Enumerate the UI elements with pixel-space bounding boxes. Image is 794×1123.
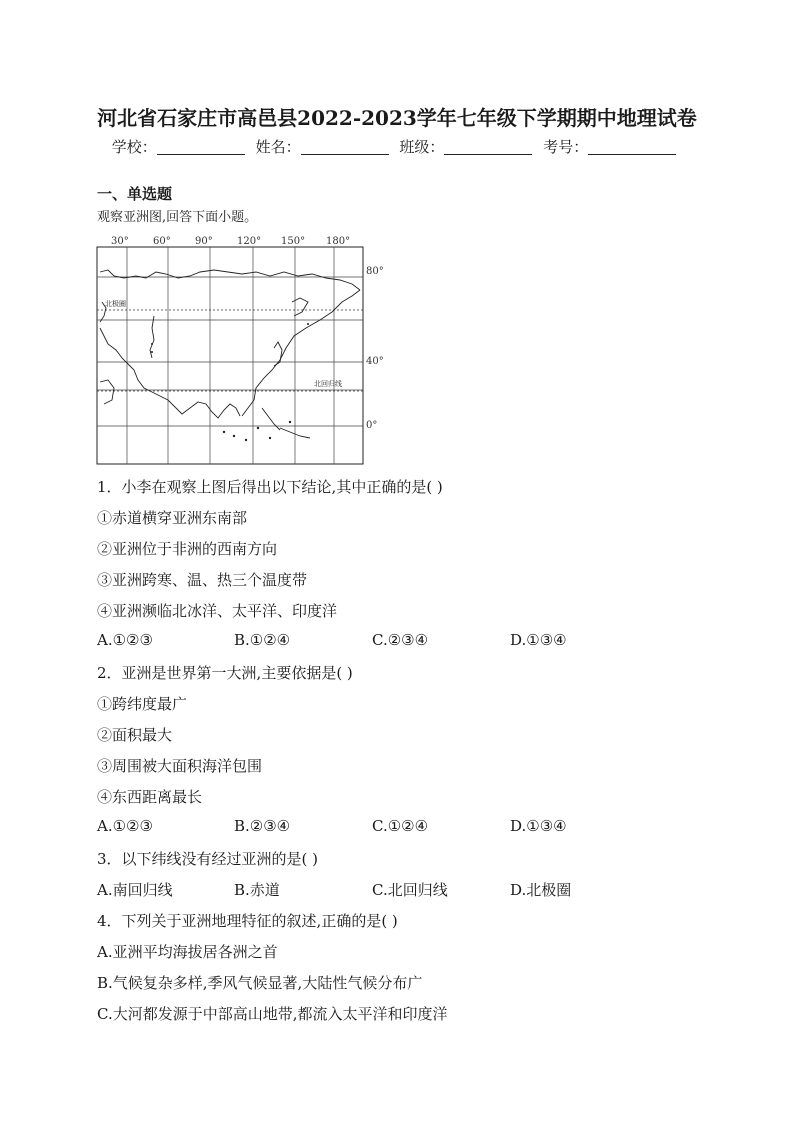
lon-label-60: 60° [153,236,171,247]
island-dots [151,323,309,441]
q1-statement-2: ②亚洲位于非洲的西南方向 [97,540,278,558]
asia-coastline [100,270,360,438]
q2-option-a[interactable]: A.①②③ [97,817,153,835]
class-label: 班级： [399,138,445,156]
question-2-stem: 2．亚洲是世界第一大洲,主要依据是( ) [97,664,353,682]
name-blank [301,139,389,155]
lon-label-150: 150° [281,236,306,247]
q1-statement-3: ③亚洲跨寒、温、热三个温度带 [97,571,308,589]
asia-map [94,232,394,468]
q2-option-b[interactable]: B.②③④ [234,817,291,835]
q1-statement-4: ④亚洲濒临北冰洋、太平洋、印度洋 [97,602,338,620]
lat-label-80: 80° [366,266,384,277]
question-4-stem: 4．下列关于亚洲地理特征的叙述,正确的是( ) [97,912,398,930]
q2-statement-4: ④东西距离最长 [97,788,203,806]
q3-option-c[interactable]: C.北回归线 [372,881,448,899]
lat-label-0: 0° [366,420,378,431]
question-3-stem: 3．以下纬线没有经过亚洲的是( ) [97,850,319,868]
lon-label-120: 120° [237,236,262,247]
q1-statement-1: ①赤道横穿亚洲东南部 [97,509,248,527]
section-title: 一、单选题 [97,185,173,203]
question-1-stem: 1．小李在观察上图后得出以下结论,其中正确的是( ) [97,478,443,496]
exam-number-blank [588,139,676,155]
name-label: 姓名： [255,138,301,156]
q3-option-d[interactable]: D.北极圈 [510,881,572,899]
lon-label-90: 90° [195,236,213,247]
exam-number-label: 考号： [543,138,589,156]
q3-option-a[interactable]: A.南回归线 [97,881,173,899]
map-frame [97,247,363,464]
q1-option-a[interactable]: A.①②③ [97,631,153,649]
meridian-lines [127,247,334,464]
instruction-text: 观察亚洲图,回答下面小题。 [97,210,258,225]
q2-statement-1: ①跨纬度最广 [97,695,188,713]
lon-label-180: 180° [326,236,351,247]
q4-option-b[interactable]: B.气候复杂多样,季风气候显著,大陆性气候分布广 [97,974,423,992]
q2-statement-2: ②面积最大 [97,726,173,744]
q3-option-b[interactable]: B.赤道 [234,881,280,899]
lon-label-30: 30° [111,236,129,247]
q4-option-c[interactable]: C.大河都发源于中部高山地带,都流入太平洋和印度洋 [97,1005,448,1023]
school-blank [157,139,245,155]
lat-label-40: 40° [366,356,384,367]
q2-option-c[interactable]: C.①②④ [372,817,429,835]
q1-option-c[interactable]: C.②③④ [372,631,429,649]
student-info-row [0,136,794,157]
arctic-circle-label: 北极圈 [105,300,126,308]
tropic-label: 北回归线 [314,380,342,388]
class-blank [444,139,532,155]
q2-statement-3: ③周围被大面积海洋包围 [97,757,263,775]
q2-option-d[interactable]: D.①③④ [510,817,567,835]
q1-option-d[interactable]: D.①③④ [510,631,567,649]
exam-title: 河北省石家庄市高邑县2022-2023学年七年级下学期期中地理试卷 [97,106,697,130]
school-label: 学校： [111,138,157,156]
q4-option-a[interactable]: A.亚洲平均海拔居各洲之首 [97,943,278,961]
q1-option-b[interactable]: B.①②④ [234,631,291,649]
